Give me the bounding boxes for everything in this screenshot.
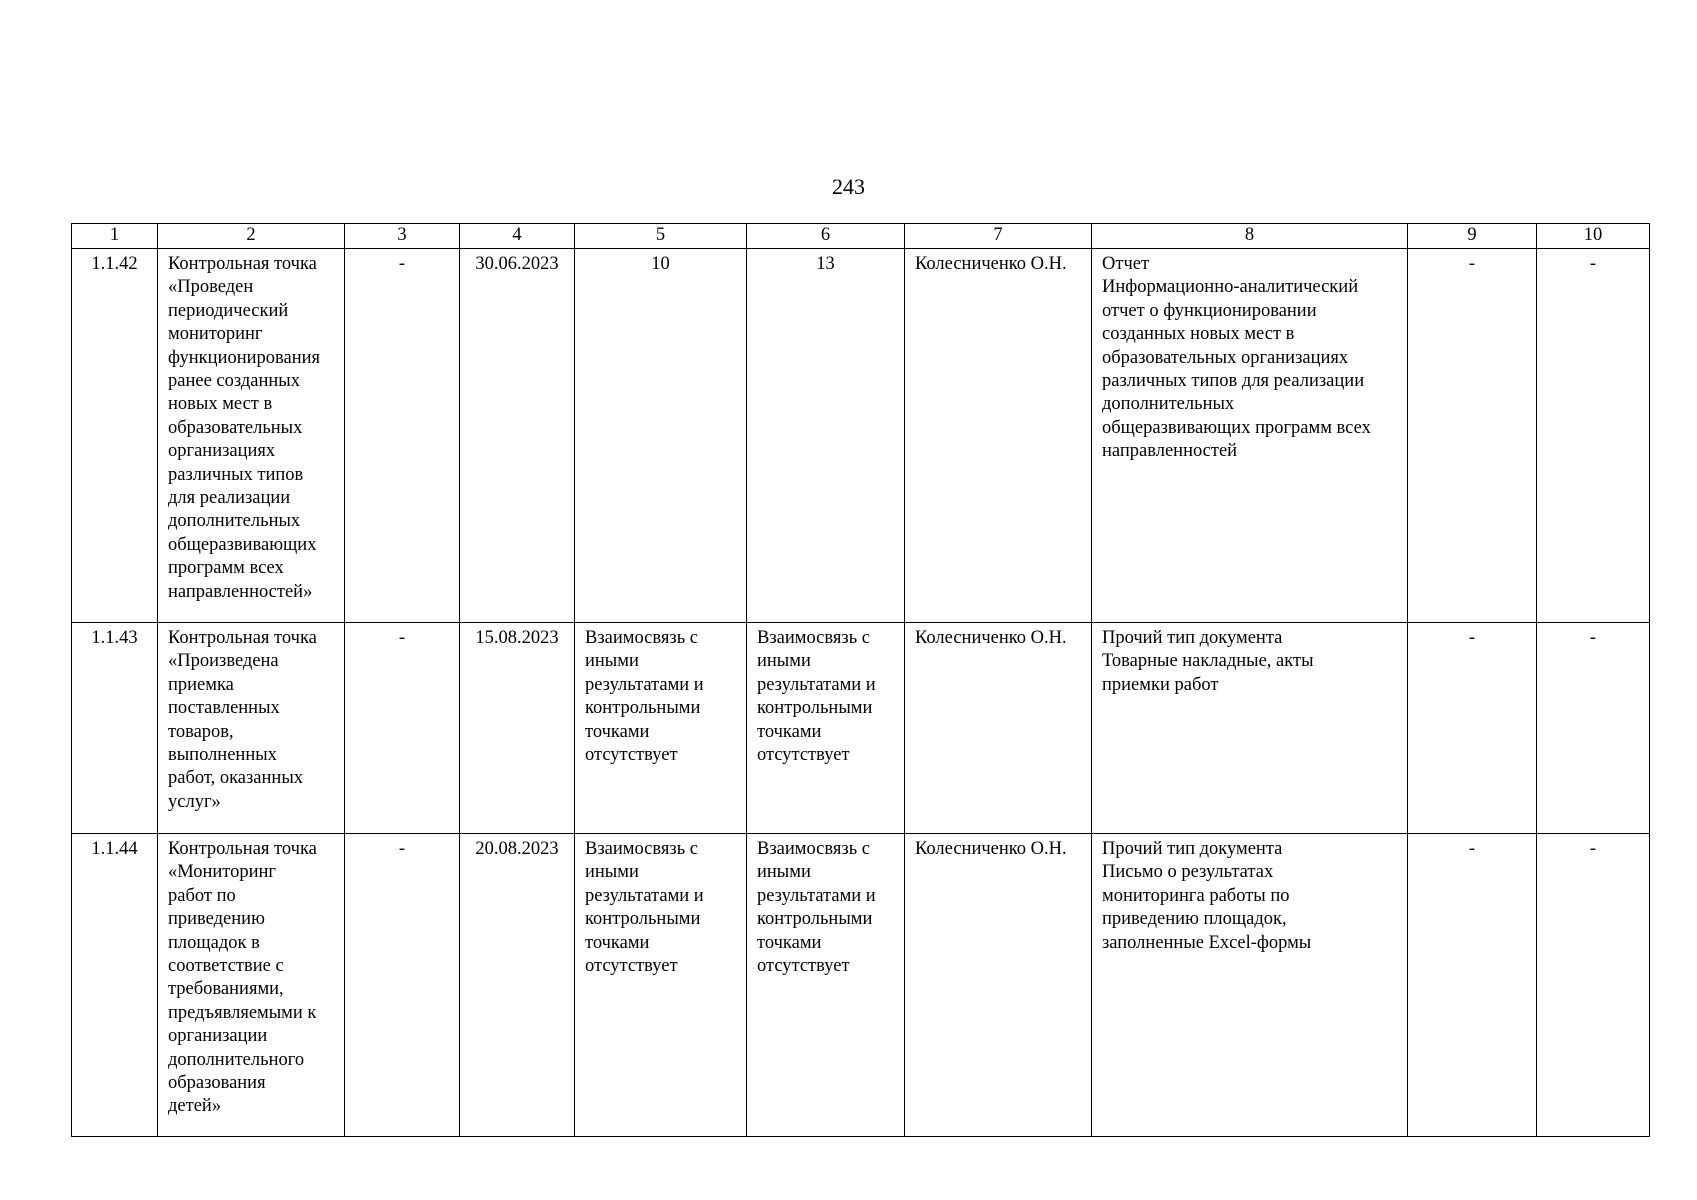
table-row: [72, 249, 1650, 623]
column-header-9: 9: [1408, 224, 1537, 249]
column-header-4: 4: [460, 224, 575, 249]
cell-col-5: 10: [575, 249, 747, 623]
cell-col-10: -: [1537, 249, 1650, 623]
responsible-person: Колесниченко О.Н.: [905, 249, 1092, 623]
cell-col-6: Взаимосвязь с иными результатами и контрольными точками отсутствует: [747, 834, 905, 1137]
column-header-5: 5: [575, 224, 747, 249]
cell-col-3: -: [345, 249, 460, 623]
due-date: 15.08.2023: [460, 623, 575, 834]
checkpoint-description: Контрольная точка «Проведен периодический мониторинг функционирования ранее созданных новых мест в образовательных организациях различных типов для реализации дополнительных общеразвивающих программ всех направленностей»: [158, 249, 345, 623]
column-header-3: 3: [345, 224, 460, 249]
due-date: 20.08.2023: [460, 834, 575, 1137]
checkpoint-description: Контрольная точка «Произведена приемка поставленных товаров, выполненных работ, оказанных услуг»: [158, 623, 345, 834]
due-date: 30.06.2023: [460, 249, 575, 623]
column-header-8: 8: [1092, 224, 1408, 249]
responsible-person: Колесниченко О.Н.: [905, 623, 1092, 834]
table-row: [72, 834, 1650, 1137]
cell-col-9: -: [1408, 249, 1537, 623]
row-number: 1.1.42: [72, 249, 158, 623]
column-header-7: 7: [905, 224, 1092, 249]
column-header-1: 1: [72, 224, 158, 249]
column-header-2: 2: [158, 224, 345, 249]
cell-col-6: 13: [747, 249, 905, 623]
cell-col-10: -: [1537, 834, 1650, 1137]
cell-col-9: -: [1408, 623, 1537, 834]
column-header-6: 6: [747, 224, 905, 249]
cell-col-9: -: [1408, 834, 1537, 1137]
cell-col-6: Взаимосвязь с иными результатами и контрольными точками отсутствует: [747, 623, 905, 834]
cell-col-3: -: [345, 623, 460, 834]
table-row: [72, 623, 1650, 834]
checkpoint-description: Контрольная точка «Мониторинг работ по приведению площадок в соответствие с требованиями, предъявляемыми к организации дополнительного образования детей»: [158, 834, 345, 1137]
cell-col-5: Взаимосвязь с иными результатами и контрольными точками отсутствует: [575, 834, 747, 1137]
document-type: Отчет Информационно-аналитический отчет о функционировании созданных новых мест в образовательных организациях различных типов для реализации дополнительных общеразвивающих программ всех направленностей: [1092, 249, 1408, 623]
row-number: 1.1.44: [72, 834, 158, 1137]
cell-col-10: -: [1537, 623, 1650, 834]
row-number: 1.1.43: [72, 623, 158, 834]
page-number: 243: [832, 174, 865, 199]
header-row: [72, 224, 1650, 249]
cell-col-3: -: [345, 834, 460, 1137]
document-type: Прочий тип документа Товарные накладные, акты приемки работ: [1092, 623, 1408, 834]
plan-table: [71, 223, 1650, 1137]
column-header-10: 10: [1537, 224, 1650, 249]
responsible-person: Колесниченко О.Н.: [905, 834, 1092, 1137]
cell-col-5: Взаимосвязь с иными результатами и контрольными точками отсутствует: [575, 623, 747, 834]
document-type: Прочий тип документа Письмо о результатах мониторинга работы по приведению площадок, заполненные Excel-формы: [1092, 834, 1408, 1137]
